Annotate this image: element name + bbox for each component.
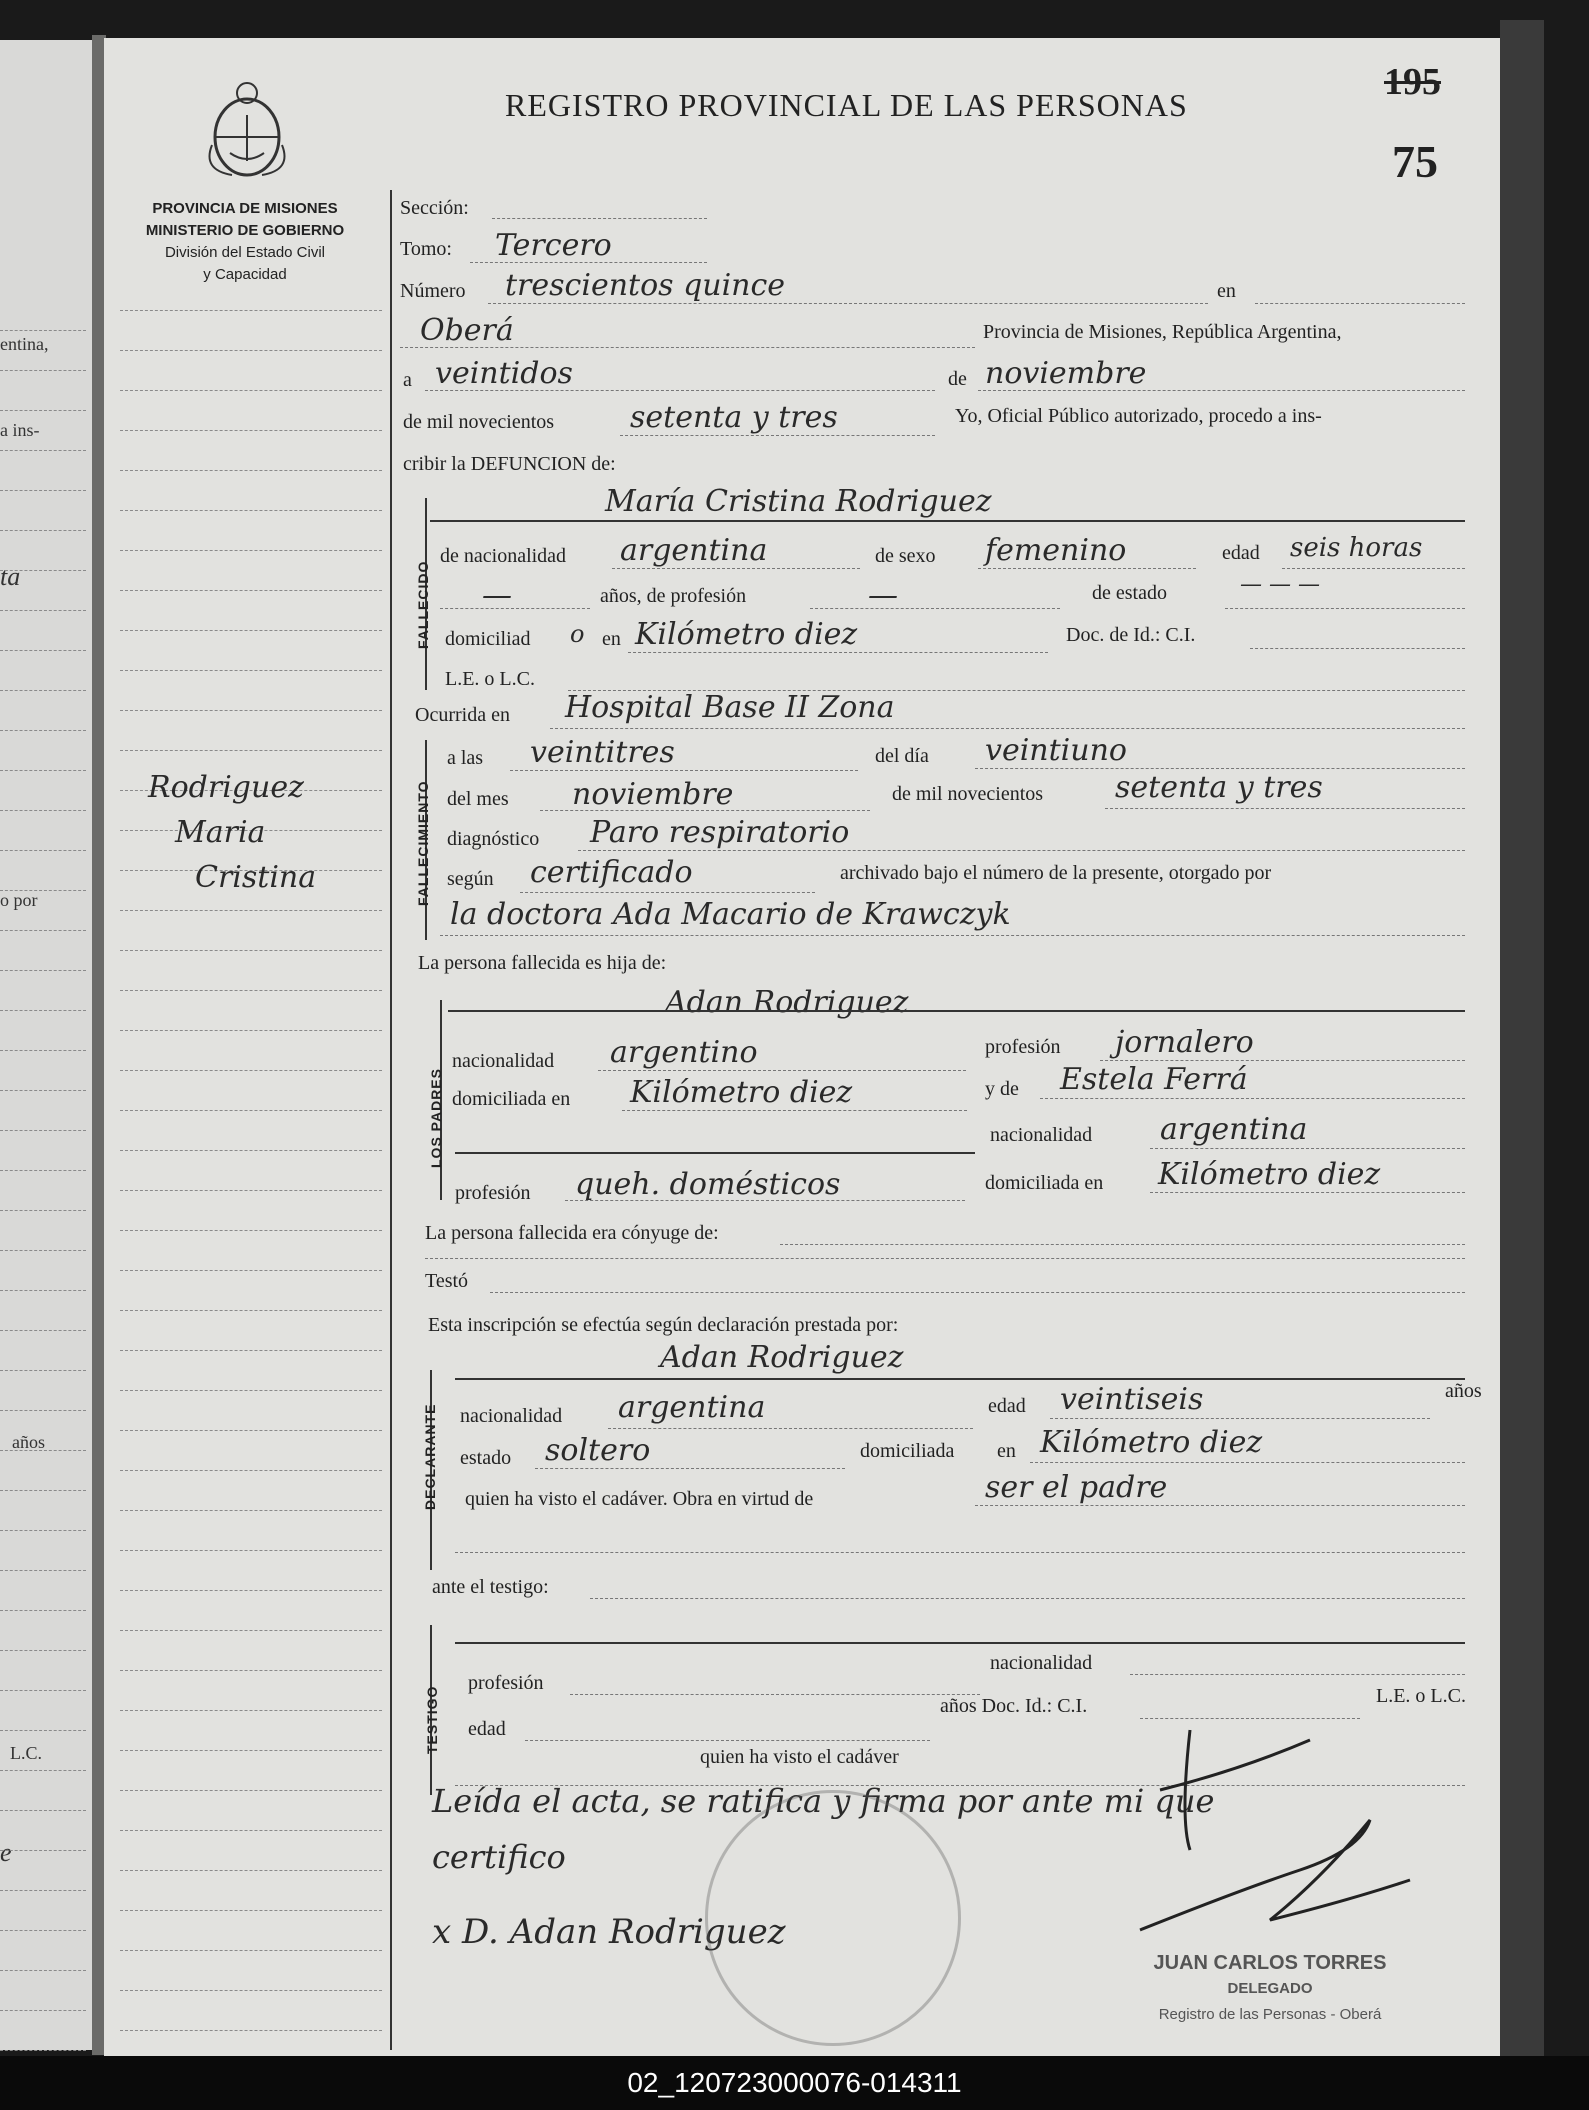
margin-ruled-line: [120, 1830, 382, 1831]
value-padre-domicilio: Kilómetro diez: [630, 1075, 853, 1110]
value-anio: setenta y tres: [630, 400, 838, 435]
prev-page-ruled-line: [0, 490, 86, 491]
section-label-declarante: DECLARANTE: [422, 1403, 438, 1510]
page-edge: [1500, 20, 1544, 2060]
prev-page-ruled-line: [0, 1010, 86, 1011]
field-line: [1130, 1674, 1465, 1675]
prev-page-ruled-line: [0, 1770, 86, 1771]
value-nacionalidad: argentina: [620, 533, 768, 568]
value-madre: Estela Ferrá: [1060, 1062, 1248, 1097]
margin-ruled-line: [120, 1630, 382, 1631]
label-archivado: archivado bajo el número de la presente, otorgado por: [840, 862, 1272, 884]
coat-of-arms-icon: [202, 75, 292, 190]
field-line: [520, 892, 815, 893]
prev-page-ruled-line: [0, 570, 86, 571]
value-dia-fallecimiento: veintiuno: [985, 733, 1127, 768]
margin-ruled-line: [120, 950, 382, 951]
value-mes-fallecimiento: noviembre: [572, 777, 734, 812]
value-padre: Adan Rodriguez: [665, 985, 909, 1020]
prev-page-text: años: [12, 1432, 45, 1452]
label-a: a: [403, 369, 412, 391]
value-lugar: Oberá: [420, 313, 514, 348]
label-de-mil: de mil novecientos: [403, 411, 555, 433]
section-label-fallecido: FALLECIDO: [415, 560, 431, 649]
prev-page-ruled-line: [0, 1050, 86, 1051]
official-signature-icon: [1120, 1700, 1450, 1985]
label-nacionalidad-declarante: nacionalidad: [460, 1405, 563, 1427]
label-tomo: Tomo:: [400, 238, 452, 260]
field-line: [1030, 1462, 1465, 1463]
prev-page-ruled-line: [0, 1410, 86, 1411]
margin-ruled-line: [120, 1110, 382, 1111]
prev-page-ruled-line: [0, 1810, 86, 1811]
label-inscribir: cribir la DEFUNCION de:: [403, 453, 616, 475]
label-domiciliado: domiciliad: [445, 628, 531, 650]
prev-page-ruled-line: [0, 970, 86, 971]
field-line: [510, 770, 858, 771]
margin-ruled-line: [120, 1510, 382, 1511]
prev-page-ruled-line: [0, 1570, 86, 1571]
issuer-line: División del Estado Civil: [164, 244, 326, 261]
field-line: [598, 1070, 966, 1071]
field-line: [565, 1200, 965, 1201]
label-ocurrida: Ocurrida en: [415, 704, 510, 726]
margin-ruled-line: [120, 1310, 382, 1311]
stamp-name: JUAN CARLOS TORRES: [1153, 1952, 1387, 1974]
value-profesion: —: [868, 578, 898, 613]
section-label-testigo: TESTIGO: [424, 1685, 440, 1754]
value-segun: certificado: [530, 855, 693, 890]
prev-page-ruled-line: [0, 730, 86, 731]
closing-statement: Leída el acta, se ratifica y firma por ante mi que: [432, 1782, 1215, 1820]
prev-page-ruled-line: [0, 370, 86, 371]
field-line: [525, 1740, 930, 1741]
field-line: [1150, 1148, 1465, 1149]
field-line: [425, 1258, 1465, 1259]
field-line: [550, 728, 1465, 729]
prev-page-ruled-line: [0, 1850, 86, 1851]
label-seccion: Sección:: [400, 197, 469, 219]
margin-ruled-line: [120, 590, 382, 591]
prev-page-text: a ins-: [0, 420, 40, 440]
margin-ruled-line: [120, 1590, 382, 1591]
prev-page-ruled-line: [0, 1130, 86, 1131]
value-padre-profesion: jornalero: [1115, 1025, 1254, 1060]
label-declaracion: Esta inscripción se efectúa según declaración prestada por:: [428, 1314, 899, 1336]
margin-ruled-line: [120, 1270, 382, 1271]
field-line: [448, 1010, 1465, 1012]
value-sexo: femenino: [985, 533, 1127, 568]
field-line: [1150, 1192, 1465, 1193]
prev-page-ruled-line: [0, 610, 86, 611]
margin-ruled-line: [120, 630, 382, 631]
value-padre-nacionalidad: argentino: [610, 1035, 758, 1070]
stamp-role: DELEGADO: [1227, 1980, 1313, 1997]
field-line: [1282, 568, 1465, 569]
prev-page-ruled-line: [0, 1890, 86, 1891]
prev-page-ruled-line: [0, 1610, 86, 1611]
value-nombre: María Cristina Rodriguez: [605, 484, 992, 519]
margin-divider: [390, 190, 392, 2050]
value-declarante-domicilio: Kilómetro diez: [1040, 1425, 1263, 1460]
prev-page-ruled-line: [0, 2010, 86, 2011]
margin-ruled-line: [120, 750, 382, 751]
margin-ruled-line: [120, 1190, 382, 1191]
field-line: [455, 1642, 1465, 1644]
prev-page-text: ta: [0, 562, 21, 591]
field-line: [490, 1292, 1465, 1293]
value-domicilio: Kilómetro diez: [635, 617, 858, 652]
field-line: [1100, 1060, 1465, 1061]
margin-note-name: Maria: [175, 815, 266, 850]
label-nacionalidad-padre: nacionalidad: [452, 1050, 555, 1072]
value-numero: trescientos quince: [505, 268, 786, 303]
prev-page-ruled-line: [0, 770, 86, 771]
value-declarante: Adan Rodriguez: [660, 1340, 904, 1375]
margin-ruled-line: [120, 1550, 382, 1551]
value-anio-fallecimiento: setenta y tres: [1115, 770, 1323, 805]
field-line: [975, 768, 1465, 769]
value-dia: veintidos: [435, 356, 573, 391]
value-madre-nacionalidad: argentina: [1160, 1112, 1308, 1147]
label-hija-de: La persona fallecida es hija de:: [418, 952, 667, 974]
declarant-signature: x D. Adan Rodriguez: [432, 1912, 786, 1952]
prev-page-text: o por: [0, 890, 38, 910]
prev-page-text: e: [0, 1838, 12, 1867]
value-diagnostico: Paro respiratorio: [590, 815, 850, 850]
margin-ruled-line: [120, 1950, 382, 1951]
official-seal: [705, 1790, 961, 2046]
prev-page-ruled-line: [0, 450, 86, 451]
label-a-las: a las: [447, 747, 484, 769]
field-line: [578, 850, 1465, 851]
field-line: [780, 1244, 1465, 1245]
prev-page-ruled-line: [0, 1290, 86, 1291]
prev-page-ruled-line: [0, 1090, 86, 1091]
label-le-o-lc: L.E. o L.C.: [1376, 1685, 1466, 1707]
field-line: [488, 303, 1208, 304]
field-line: [440, 608, 590, 609]
prev-page-ruled-line: [0, 1170, 86, 1171]
field-line: [535, 1468, 845, 1469]
margin-ruled-line: [120, 510, 382, 511]
section-label-fallecimiento: FALLECIMIENTO: [415, 780, 431, 906]
label-domiciliada-padre: domiciliada en: [452, 1088, 571, 1110]
prev-page-ruled-line: [0, 1730, 86, 1731]
label-estado: de estado: [1092, 582, 1167, 604]
label-estado-declarante: estado: [460, 1447, 512, 1469]
margin-ruled-line: [120, 1430, 382, 1431]
label-edad: edad: [1222, 542, 1260, 564]
label-segun: según: [447, 868, 494, 890]
label-anos-doc: años Doc. Id.: C.I.: [940, 1695, 1088, 1717]
label-domiciliada-madre: domiciliada en: [985, 1172, 1104, 1194]
field-line: [975, 1505, 1465, 1506]
prev-page-ruled-line: [0, 330, 86, 331]
value-anos: —: [482, 578, 512, 613]
margin-ruled-line: [120, 470, 382, 471]
field-line: [1105, 808, 1465, 809]
margin-note-surname: Rodriguez: [148, 770, 304, 805]
label-le-lc: L.E. o L.C.: [445, 668, 535, 690]
folio-number: 75: [1392, 136, 1438, 187]
field-line: [620, 435, 935, 436]
label-anos-profesion: años, de profesión: [600, 585, 747, 607]
margin-ruled-line: [120, 710, 382, 711]
margin-ruled-line: [120, 2030, 382, 2031]
stamp-block: [1120, 1950, 1420, 2028]
margin-ruled-line: [120, 390, 382, 391]
prev-page-text: L.C.: [10, 1743, 43, 1763]
field-line: [455, 1378, 1465, 1380]
closing-statement-cont: certifico: [432, 1838, 566, 1876]
field-line: [810, 608, 1060, 609]
prev-page-ruled-line: [0, 1930, 86, 1931]
label-profesion-padre: profesión: [985, 1036, 1061, 1058]
prev-page-ruled-line: [0, 810, 86, 811]
margin-ruled-line: [120, 310, 382, 311]
value-edad: seis horas: [1290, 533, 1423, 563]
label-nacionalidad-madre: nacionalidad: [990, 1124, 1093, 1146]
field-line: [622, 1110, 967, 1111]
prev-page-ruled-line: [0, 1490, 86, 1491]
margin-ruled-line: [120, 1670, 382, 1671]
field-line: [425, 390, 935, 391]
prev-page-ruled-line: [0, 930, 86, 931]
margin-ruled-line: [120, 1230, 382, 1231]
prev-page-ruled-line: [0, 1330, 86, 1331]
value-hora: veintitres: [530, 735, 675, 770]
label-testo: Testó: [425, 1270, 469, 1292]
label-anos-declarante: años: [1445, 1380, 1482, 1402]
prev-page-ruled-line: [0, 1370, 86, 1371]
field-line: [470, 262, 707, 263]
label-en: en: [602, 628, 621, 650]
value-tomo: Tercero: [495, 228, 612, 263]
label-doc-id: Doc. de Id.: C.I.: [1066, 624, 1196, 646]
label-de: de: [948, 368, 967, 390]
field-line: [978, 390, 1465, 391]
prev-page-ruled-line: [0, 890, 86, 891]
margin-ruled-line: [120, 1870, 382, 1871]
label-quien-visto: quien ha visto el cadáver. Obra en virtud de: [465, 1488, 814, 1510]
prev-page-ruled-line: [0, 1650, 86, 1651]
field-line: [1250, 648, 1465, 649]
issuer-block: [120, 198, 370, 286]
field-line: [1255, 303, 1465, 304]
label-ante-testigo: ante el testigo:: [432, 1576, 549, 1598]
label-de-mil-novecientos: de mil novecientos: [892, 783, 1044, 805]
field-line: [440, 935, 1465, 936]
issuer-line: y Capacidad: [203, 266, 287, 283]
label-del-dia: del día: [875, 745, 929, 767]
prev-page-ruled-line: [0, 1690, 86, 1691]
label-nacionalidad-testigo: nacionalidad: [990, 1652, 1093, 1674]
field-line: [978, 568, 1196, 569]
field-line: [612, 568, 860, 569]
margin-ruled-line: [120, 430, 382, 431]
margin-ruled-line: [120, 990, 382, 991]
value-mes: noviembre: [985, 356, 1147, 391]
margin-ruled-line: [120, 910, 382, 911]
margin-ruled-line: [120, 1470, 382, 1471]
issuer-line: MINISTERIO DE GOBIERNO: [145, 222, 345, 239]
margin-ruled-line: [120, 670, 382, 671]
margin-ruled-line: [120, 1990, 382, 1991]
page-title: REGISTRO PROVINCIAL DE LAS PERSONAS: [505, 87, 1188, 123]
label-provincia: Provincia de Misiones, República Argentina,: [983, 321, 1342, 343]
margin-note-name: Cristina: [195, 860, 317, 895]
struck-number: 195: [1384, 61, 1441, 103]
prev-page-ruled-line: [0, 690, 86, 691]
margin-ruled-line: [120, 1750, 382, 1751]
prev-page-text: entina,: [0, 334, 49, 354]
field-line: [400, 347, 975, 348]
label-edad-testigo: edad: [468, 1718, 506, 1740]
margin-ruled-line: [120, 1350, 382, 1351]
stamp-office: Registro de las Personas - Oberá: [1158, 2006, 1382, 2023]
label-y-de: y de: [985, 1078, 1019, 1100]
margin-ruled-line: [120, 1710, 382, 1711]
footer-id: 02_120723000076-014311: [0, 2056, 1589, 2110]
value-domiciliado-suffix: o: [570, 620, 585, 648]
label-en-declarante: en: [997, 1440, 1016, 1462]
prev-page-ruled-line: [0, 2050, 86, 2051]
value-madre-profesion: queh. domésticos: [575, 1167, 841, 1202]
value-declarante-nacionalidad: argentina: [618, 1390, 766, 1425]
label-diagnostico: diagnóstico: [447, 828, 540, 850]
margin-ruled-line: [120, 1390, 382, 1391]
label-sexo: de sexo: [875, 545, 936, 567]
label-conyuge: La persona fallecida era cónyuge de:: [425, 1222, 719, 1244]
section-label-padres: LOS PADRES: [428, 1068, 444, 1168]
margin-ruled-line: [120, 1070, 382, 1071]
field-line: [455, 1552, 1465, 1553]
value-doctora: la doctora Ada Macario de Krawczyk: [450, 897, 1011, 932]
value-declarante-virtud: ser el padre: [985, 1470, 1168, 1505]
margin-ruled-line: [120, 1790, 382, 1791]
prev-page-ruled-line: [0, 410, 86, 411]
prev-page-ruled-line: [0, 850, 86, 851]
label-edad-declarante: edad: [988, 1395, 1026, 1417]
value-declarante-edad: veintiseis: [1060, 1382, 1204, 1417]
prev-page-ruled-line: [0, 1970, 86, 1971]
margin-ruled-line: [120, 1910, 382, 1911]
field-line: [590, 1598, 1465, 1599]
field-line: [540, 810, 870, 811]
label-del-mes: del mes: [447, 788, 509, 810]
prev-page-ruled-line: [0, 1250, 86, 1251]
prev-page-ruled-line: [0, 1450, 86, 1451]
value-declarante-estado: soltero: [545, 1433, 651, 1468]
label-nacionalidad: de nacionalidad: [440, 545, 567, 567]
prev-page-ruled-line: [0, 530, 86, 531]
value-estado: — — —: [1240, 572, 1320, 597]
margin-ruled-line: [120, 1150, 382, 1151]
prev-page-ruled-line: [0, 1210, 86, 1211]
label-domiciliada-declarante: domiciliada: [860, 1440, 955, 1462]
label-quien-visto-testigo: quien ha visto el cadáver: [700, 1746, 899, 1768]
field-line: [430, 520, 1465, 522]
field-line: [1225, 608, 1465, 609]
field-line: [570, 1694, 980, 1695]
value-madre-domicilio: Kilómetro diez: [1158, 1157, 1381, 1192]
value-ocurrida: Hospital Base II Zona: [565, 690, 895, 725]
prev-page-ruled-line: [0, 1530, 86, 1531]
margin-ruled-line: [120, 350, 382, 351]
prev-page-ruled-line: [0, 650, 86, 651]
margin-ruled-line: [120, 1030, 382, 1031]
margin-ruled-line: [120, 550, 382, 551]
field-line: [1040, 1098, 1465, 1099]
field-line: [628, 652, 1048, 653]
field-line: [1050, 1418, 1430, 1419]
label-numero: Número: [400, 280, 466, 302]
field-line: [492, 218, 707, 219]
label-profesion-madre: profesión: [455, 1182, 531, 1204]
label-en: en: [1217, 280, 1236, 302]
issuer-line: PROVINCIA DE MISIONES: [152, 200, 338, 217]
field-line: [455, 1152, 975, 1154]
label-profesion-testigo: profesión: [468, 1672, 544, 1694]
field-line: [608, 1428, 973, 1429]
label-oficial: Yo, Oficial Público autorizado, procedo a ins-: [955, 405, 1322, 427]
